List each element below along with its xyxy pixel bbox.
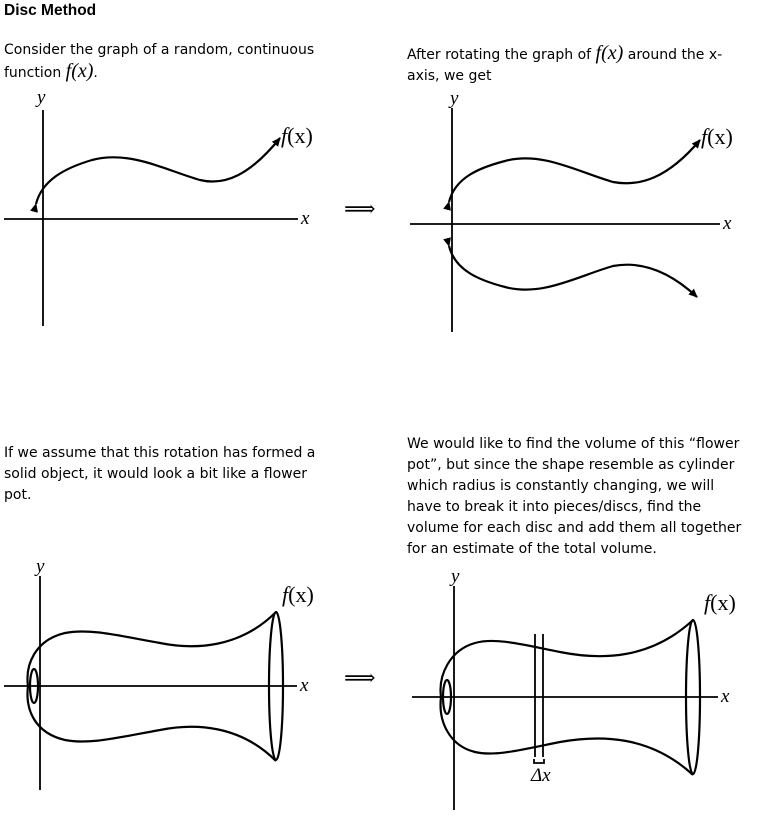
y-label: y bbox=[36, 556, 45, 577]
fx-label: f(x) bbox=[281, 123, 313, 148]
y-label: y bbox=[37, 87, 46, 108]
paragraph-flower-pot: If we assume that this rotation has formed a solid object, it would look a bit like a flower pot. bbox=[4, 445, 316, 503]
paragraph-consider-text: Consider the graph of a random, continuous function bbox=[4, 42, 315, 81]
function-curve bbox=[449, 140, 700, 202]
delta-x-label: Δx bbox=[531, 765, 551, 786]
mirrored-curve bbox=[449, 246, 697, 297]
figure-disc-slice bbox=[412, 566, 736, 810]
period: . bbox=[93, 65, 98, 81]
y-label: y bbox=[451, 566, 460, 587]
paragraph-volume: We would like to find the volume of this “flower pot”, but since the shape resemble as cylinder which radius is constantly changing, we will have to break it into pieces/discs, find the volume for each disc and add them all together for an estimate of the total volume. bbox=[407, 436, 742, 557]
figure-graph bbox=[4, 87, 313, 326]
implies-arrow: ⟹ bbox=[344, 197, 376, 222]
x-label: x bbox=[300, 675, 309, 696]
x-label: x bbox=[301, 208, 310, 229]
x-label: x bbox=[721, 686, 730, 707]
fx-label: f(x) bbox=[701, 124, 733, 149]
fx-label: f(x) bbox=[282, 582, 314, 607]
function-notation: f(x) bbox=[65, 60, 94, 82]
implies-arrow: ⟹ bbox=[344, 666, 376, 691]
y-label: y bbox=[450, 88, 459, 109]
page-title: Disc Method bbox=[4, 2, 97, 19]
function-curve bbox=[36, 138, 280, 204]
paragraph-rotating-post: around the x-axis, we get bbox=[407, 47, 723, 84]
function-notation: f(x) bbox=[595, 42, 624, 64]
delta-x-bracket bbox=[534, 759, 544, 763]
figure-rotated bbox=[410, 88, 733, 332]
fx-label: f(x) bbox=[704, 590, 736, 615]
figure-solid bbox=[4, 556, 314, 790]
paragraph-rotating-pre: After rotating the graph of bbox=[407, 47, 592, 63]
x-label: x bbox=[723, 213, 732, 234]
